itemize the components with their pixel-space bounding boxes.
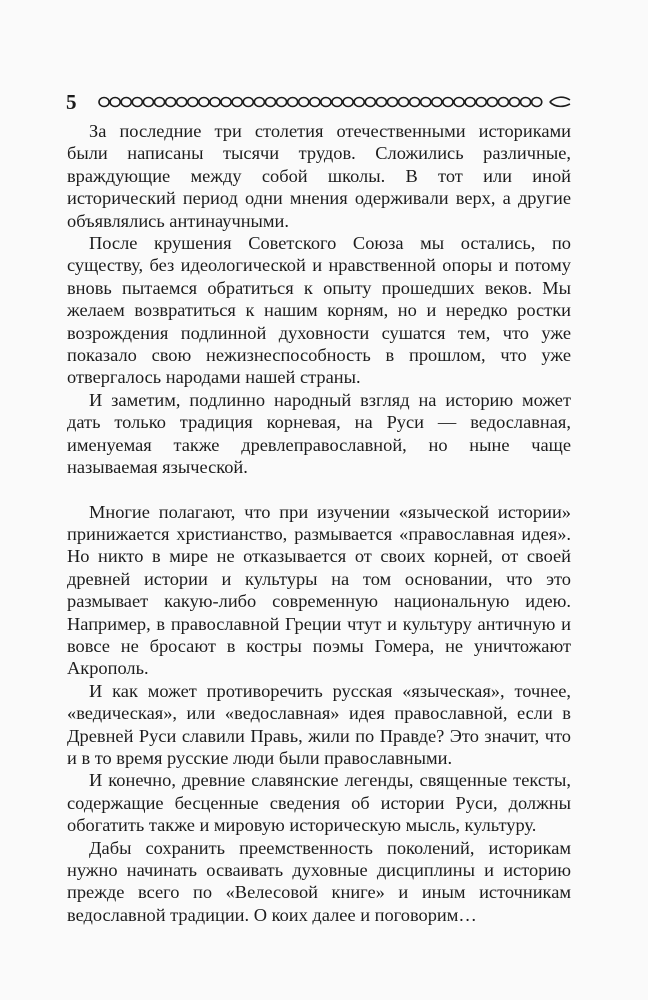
paragraph: За последние три столетия отечественными историками были написаны тысячи трудов. Сложились различные, враждующие между собой школы. В тот или иной исторический период одни мнения одерживали верх, а другие объявлялись антинаучными. bbox=[67, 121, 571, 231]
paragraph: После крушения Советского Союза мы остались, по существу, без идеологической и нравственной опоры и потому вновь пытаемся обратиться к опыту прошедших веков. Мы желаем возвратиться к нашим корням, но и нередко ростки возрождения подлинной духовности сушатся тем, что уже показало свою нежизнеспособность в прошлом, что уже отвергалось народами нашей страны. bbox=[67, 233, 571, 388]
page-number: 5 bbox=[66, 89, 77, 114]
ornamental-border-icon bbox=[98, 95, 572, 109]
paragraph: И заметим, подлинно народный взгляд на историю может дать только традиция корневая, на Руси — ведославная, именуемая также древлеправославной, но ныне чаще называемая языческой. bbox=[67, 389, 571, 478]
page-header bbox=[66, 88, 572, 116]
paragraph: Дабы сохранить преемственность поколений, историкам нужно начинать осваивать духовные дисциплины и историю прежде всего по «Велесовой книге» и иным источникам ведославной традиции. О коих далее и поговорим… bbox=[67, 837, 571, 925]
paragraph: И как может противоречить русская «языческая», точнее, «ведическая», или «ведославная» идея православной, если в Древней Руси славили Правь, жили по Правде? Это значит, что и в то время русские люди были православными. bbox=[67, 680, 571, 768]
paragraph: Многие полагают, что при изучении «языческой истории» принижается христианство, размывается «православная идея». Но никто в мире не отказывается от своих корней, от своей древней истории и культуры на том основании, что это размывает какую-либо современную национальную идею. Например, в православной Греции чтут и культуру античную и вовсе не бросают в костры поэмы Гомера, не уничтожают Акрополь. bbox=[67, 501, 571, 679]
body-text bbox=[67, 120, 571, 926]
paragraph: И конечно, древние славянские легенды, священные тексты, содержащие бесценные сведения об истории Руси, должны обогатить также и мировую историческую мысль, культуру. bbox=[67, 770, 571, 836]
